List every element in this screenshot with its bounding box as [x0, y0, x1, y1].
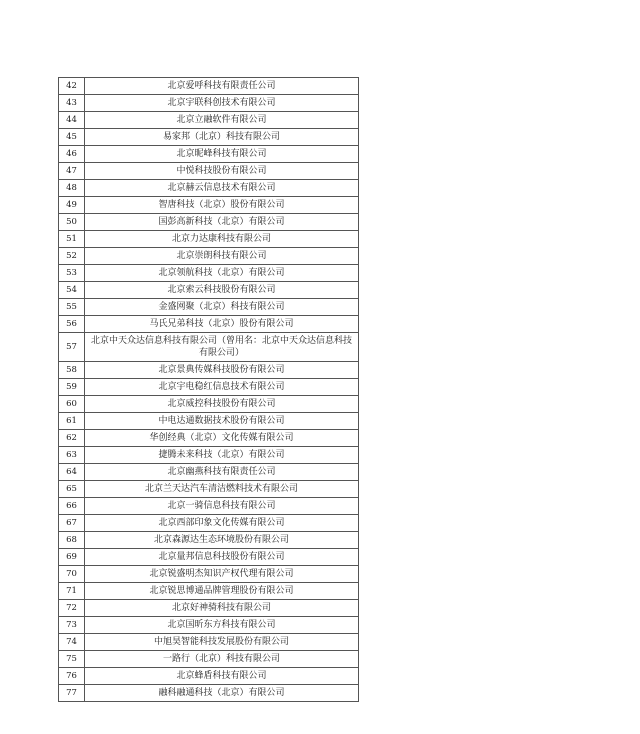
table-row — [59, 447, 359, 464]
company-name: 北京昵峰科技有限公司 — [85, 146, 359, 163]
table-row — [59, 197, 359, 214]
row-number: 58 — [59, 362, 85, 379]
row-number: 61 — [59, 413, 85, 430]
row-number: 66 — [59, 498, 85, 515]
row-number: 49 — [59, 197, 85, 214]
row-number: 51 — [59, 231, 85, 248]
table-row — [59, 413, 359, 430]
table-row — [59, 515, 359, 532]
company-name: 易家邦（北京）科技有限公司 — [85, 129, 359, 146]
row-number: 76 — [59, 668, 85, 685]
row-number: 71 — [59, 583, 85, 600]
company-name: 北京锐盛明杰知识产权代理有限公司 — [85, 566, 359, 583]
company-name: 融科融通科技（北京）有限公司 — [85, 685, 359, 702]
table-row — [59, 316, 359, 333]
company-name: 北京西部印象文化传媒有限公司 — [85, 515, 359, 532]
row-number: 46 — [59, 146, 85, 163]
company-list-table — [58, 77, 359, 702]
row-number: 47 — [59, 163, 85, 180]
company-name: 北京立融软件有限公司 — [85, 112, 359, 129]
table-row — [59, 498, 359, 515]
table-row — [59, 248, 359, 265]
row-number: 64 — [59, 464, 85, 481]
company-name: 北京量邦信息科技股份有限公司 — [85, 549, 359, 566]
table-row — [59, 668, 359, 685]
row-number: 59 — [59, 379, 85, 396]
row-number: 54 — [59, 282, 85, 299]
company-name: 北京好神骑科技有限公司 — [85, 600, 359, 617]
company-name: 北京锐思博通品牌管理股份有限公司 — [85, 583, 359, 600]
company-name: 北京中天众达信息科技有限公司（曾用名：北京中天众达信息科技有限公司） — [85, 333, 359, 362]
company-name: 国彭高新科技（北京）有限公司 — [85, 214, 359, 231]
company-name: 北京一骑信息科技有限公司 — [85, 498, 359, 515]
row-number: 52 — [59, 248, 85, 265]
row-number: 70 — [59, 566, 85, 583]
table-row — [59, 362, 359, 379]
company-name: 北京景典传媒科技股份有限公司 — [85, 362, 359, 379]
company-name: 智唐科技（北京）股份有限公司 — [85, 197, 359, 214]
company-name: 北京宇联科创技术有限公司 — [85, 95, 359, 112]
row-number: 77 — [59, 685, 85, 702]
table-row — [59, 78, 359, 95]
company-name: 北京威控科技股份有限公司 — [85, 396, 359, 413]
row-number: 57 — [59, 333, 85, 362]
company-name: 马氏兄弟科技（北京）股份有限公司 — [85, 316, 359, 333]
table-row — [59, 685, 359, 702]
table-row — [59, 299, 359, 316]
row-number: 68 — [59, 532, 85, 549]
table-row — [59, 430, 359, 447]
company-name: 北京领航科技（北京）有限公司 — [85, 265, 359, 282]
company-name: 北京力达康科技有限公司 — [85, 231, 359, 248]
table-row — [59, 549, 359, 566]
table-row — [59, 566, 359, 583]
table-row — [59, 265, 359, 282]
table-row — [59, 532, 359, 549]
table-row — [59, 146, 359, 163]
row-number: 67 — [59, 515, 85, 532]
row-number: 69 — [59, 549, 85, 566]
row-number: 43 — [59, 95, 85, 112]
row-number: 56 — [59, 316, 85, 333]
company-name: 北京森源达生态环境股份有限公司 — [85, 532, 359, 549]
row-number: 42 — [59, 78, 85, 95]
table-row — [59, 180, 359, 197]
table-row — [59, 481, 359, 498]
table-row — [59, 112, 359, 129]
company-name: 北京幽燕科技有限责任公司 — [85, 464, 359, 481]
row-number: 63 — [59, 447, 85, 464]
row-number: 65 — [59, 481, 85, 498]
row-number: 72 — [59, 600, 85, 617]
row-number: 48 — [59, 180, 85, 197]
company-name: 中电达通数据技术股份有限公司 — [85, 413, 359, 430]
company-name: 北京宇电稳红信息技术有限公司 — [85, 379, 359, 396]
row-number: 44 — [59, 112, 85, 129]
company-name: 北京国昕东方科技有限公司 — [85, 617, 359, 634]
table-row — [59, 95, 359, 112]
row-number: 60 — [59, 396, 85, 413]
company-name: 捷腾未来科技（北京）有限公司 — [85, 447, 359, 464]
table-row — [59, 379, 359, 396]
row-number: 75 — [59, 651, 85, 668]
company-name: 北京蜂盾科技有限公司 — [85, 668, 359, 685]
table-row — [59, 617, 359, 634]
table-row — [59, 396, 359, 413]
row-number: 50 — [59, 214, 85, 231]
company-list-body — [59, 78, 359, 702]
company-name: 北京崇朗科技有限公司 — [85, 248, 359, 265]
table-row — [59, 129, 359, 146]
company-name: 中悦科技股份有限公司 — [85, 163, 359, 180]
company-name: 北京索云科技股份有限公司 — [85, 282, 359, 299]
row-number: 74 — [59, 634, 85, 651]
row-number: 62 — [59, 430, 85, 447]
table-row — [59, 282, 359, 299]
table-row — [59, 600, 359, 617]
company-name: 华创经典（北京）文化传媒有限公司 — [85, 430, 359, 447]
table-row — [59, 163, 359, 180]
table-row — [59, 651, 359, 668]
table-row — [59, 583, 359, 600]
table-row — [59, 634, 359, 651]
row-number: 45 — [59, 129, 85, 146]
row-number: 73 — [59, 617, 85, 634]
company-name: 北京赫云信息技术有限公司 — [85, 180, 359, 197]
company-name: 中旭昊智能科技发展股份有限公司 — [85, 634, 359, 651]
row-number: 53 — [59, 265, 85, 282]
company-name: 北京兰天达汽车清洁燃料技术有限公司 — [85, 481, 359, 498]
table-row — [59, 333, 359, 362]
table-row — [59, 231, 359, 248]
company-name: 一路行（北京）科技有限公司 — [85, 651, 359, 668]
company-name: 北京爱呼科技有限责任公司 — [85, 78, 359, 95]
company-name: 金盛网聚（北京）科技有限公司 — [85, 299, 359, 316]
table-row — [59, 464, 359, 481]
row-number: 55 — [59, 299, 85, 316]
table-row — [59, 214, 359, 231]
